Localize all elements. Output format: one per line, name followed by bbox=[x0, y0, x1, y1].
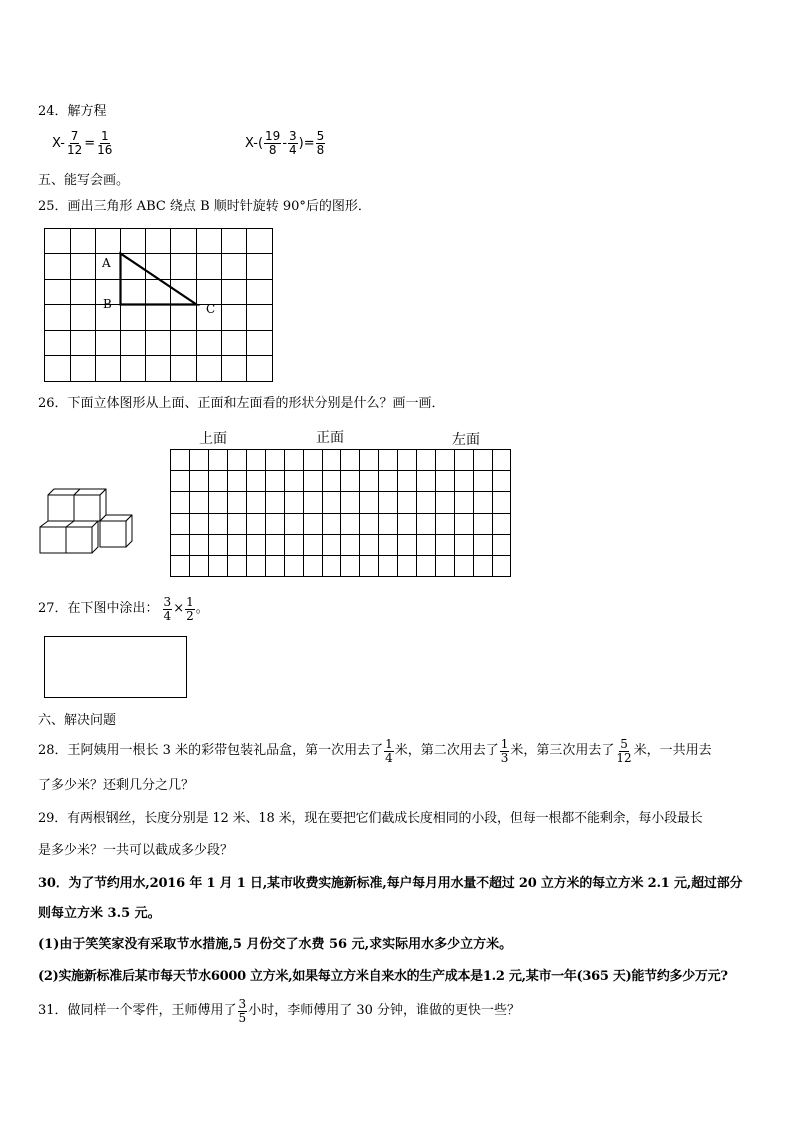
label-b: B bbox=[103, 297, 112, 311]
q27-title: 27．在下图中涂出： bbox=[38, 601, 159, 616]
q24-equation-1: X- $\frac{7}{12}$ = $\frac{1}{16}$ bbox=[52, 129, 113, 157]
q25-title: 25．画出三角形 ABC 绕点 B 顺时针旋转 90°后的图形． bbox=[38, 199, 371, 214]
cube-front-face bbox=[100, 521, 126, 547]
cube-front-face bbox=[40, 527, 66, 553]
label-a: A bbox=[102, 256, 111, 270]
section-6-heading: 六、解决问题 bbox=[38, 713, 117, 728]
cube-side-face bbox=[126, 515, 132, 547]
fraction: $\frac{1}{3}$ bbox=[500, 736, 509, 765]
q26-title: 26．下面立体图形从上面、正面和左面看的形状分别是什么？画一画． bbox=[38, 396, 445, 411]
q30-line-2: 则每立方米 3.5 元。 bbox=[38, 906, 161, 921]
q30-sub-1: (1)由于笑笑家没有采取节水措施,5 月份交了水费 56 元,求实际用水多少立方米。 bbox=[38, 937, 513, 952]
cube-top-face bbox=[40, 521, 74, 527]
q24-title: 24．解方程 bbox=[38, 104, 107, 119]
fraction: $\frac{1}{4}$ bbox=[385, 736, 393, 765]
fraction: $\frac{1}{2}$ bbox=[186, 594, 194, 623]
cube-front-face bbox=[74, 495, 100, 521]
fraction: $\frac{3}{4}$ bbox=[163, 594, 172, 623]
cube-front-face bbox=[66, 527, 92, 553]
fraction: $\frac{7}{12}$ bbox=[66, 129, 83, 157]
fraction: $\frac{1}{16}$ bbox=[97, 129, 113, 157]
q29-line-2: 是多少米？一共可以截成多少段？ bbox=[38, 843, 234, 858]
view-label-left: 左面 bbox=[452, 432, 480, 448]
cube-front-face bbox=[48, 495, 74, 521]
q29-line-1: 29．有两根钢丝，长度分别是 12 米、18 米，现在要把它们截成长度相同的小段，但每一根都不能剩余，每小段最长 bbox=[38, 811, 703, 826]
q27-shading-rectangle[interactable] bbox=[44, 636, 187, 698]
fraction: $\frac{19}{8}$ bbox=[265, 129, 281, 157]
fraction: $\frac{3}{5}$ bbox=[238, 996, 247, 1025]
fraction: $\frac{3}{4}$ bbox=[289, 129, 297, 157]
fraction: $\frac{5}{12}$ bbox=[616, 736, 632, 765]
q27-title-line: 27．在下图中涂出： $\frac{3}{4}$ × $\frac{1}{2}$ 。 bbox=[38, 594, 209, 623]
q30-line-1: 30．为了节约用水,2016 年 1 月 1 日,某市收费实施新标准,每户每月用水量不超过 20 立方米的每立方米 2.1 元,超过部分 bbox=[38, 876, 743, 891]
label-c: C bbox=[206, 302, 216, 316]
view-label-top: 上面 bbox=[199, 431, 227, 447]
q25-grid bbox=[40, 226, 276, 386]
cube-solid-figure bbox=[36, 484, 138, 556]
q31-line: 31．做同样一个零件，王师傅用了 $\frac{3}{5}$ 小时，李师傅用了 30 分钟，谁做的更快一些？ bbox=[38, 996, 520, 1025]
section-5-heading: 五、能写会画。 bbox=[38, 173, 130, 188]
q30-sub-2: (2)实施新标准后某市每天节水6000 立方米,如果每立方米自来水的生产成本是1.2 元,某市一年(365 天)能节约多少万元? bbox=[38, 969, 728, 984]
q26-grid bbox=[167, 446, 513, 580]
view-label-front: 正面 bbox=[316, 430, 344, 446]
eq1-lead: X- bbox=[52, 136, 65, 151]
fraction: $\frac{5}{8}$ bbox=[316, 129, 325, 157]
q24-equation-2: X-( $\frac{19}{8}$ - $\frac{3}{4}$ )= $\frac{5}{8}$ bbox=[245, 129, 325, 157]
cube-side-face bbox=[92, 521, 98, 553]
q28-line-1: 28．王阿姨用一根长 3 米的彩带包装礼品盒，第一次用去了 $\frac{1}{4}$ 米，第二次用去了 $\frac{1}{3}$ 米，第三次用去了 $\frac{5}{12}$ 米，一共用去 bbox=[38, 736, 712, 765]
q28-line-2: 了多少米？还剩几分之几？ bbox=[38, 778, 195, 793]
